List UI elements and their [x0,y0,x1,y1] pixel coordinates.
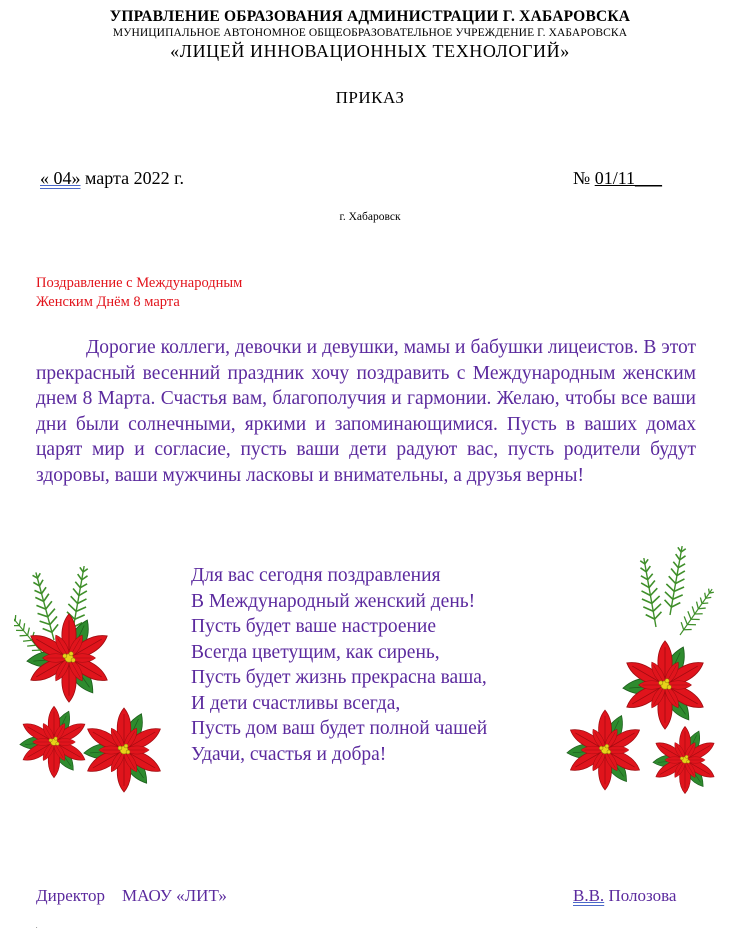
greeting-body: Дорогие коллеги, девочки и девушки, мамы и бабушки лицеистов. В этот прекрасный весенний праздник хочу поздравить с Международным женским днем 8 Марта. Счастья вам, благополучия и гармонии. Желаю, чтобы все ваши дни были солнечными, яркими и запоминающимися. Пусть в ваших домах царят мир и согласие, пусть ваши дети радуют вас, пусть родители будут здоровы, ваши мужчины ласковы и внимательны, а друзья верны! [36,337,696,486]
footer-mark: . [36,924,38,930]
poem-line: Всегда цветущим, как сирень, [191,641,440,663]
header-line-institution: МУНИЦИПАЛЬНОЕ АВТОНОМНОЕ ОБЩЕОБРАЗОВАТЕЛЬНОЕ УЧРЕЖДЕНИЕ Г. ХАБАРОВСКА [112,27,628,39]
order-subject-line1: Поздравление с Международным [36,275,243,291]
order-subject [36,274,242,312]
poem-line: Пусть будет жизнь прекрасна ваша, [191,667,487,688]
order-date-rest: марта 2022 г. [80,168,184,188]
poinsettia-left-decoration [14,530,174,800]
header-line-administration: УПРАВЛЕНИЕ ОБРАЗОВАНИЯ АДМИНИСТРАЦИИ Г. ХАБАРОВСКА [109,8,631,25]
order-date-day: « 04» [40,168,81,188]
poem-line: Для вас сегодня поздравления [191,565,441,586]
signature-initials: В.В. [573,886,605,905]
greeting-poem [191,563,487,767]
order-date [40,168,184,189]
order-subject-line2: Женским Днём 8 марта [36,294,180,310]
document-title: ПРИКАЗ [335,88,405,107]
header-line-lyceum: «ЛИЦЕЙ ИННОВАЦИОННЫХ ТЕХНОЛОГИЙ» [170,41,570,61]
poem-line: Пусть дом ваш будет полной чашей [191,718,488,739]
poinsettia-right-decoration [560,535,720,805]
poem-line: Пусть будет ваше настроение [191,616,437,637]
signature-name [573,886,676,906]
order-number-value: 01/11___ [594,168,663,188]
poem-line: И дети счастливы всегда, [191,692,401,714]
order-number [573,168,662,189]
signature-surname: Полозова [604,886,677,905]
signature-position: Директор МАОУ «ЛИТ» [36,886,227,905]
city-label: г. Хабаровск [339,211,401,223]
poem-line: Удачи, счастья и добра! [191,743,387,765]
poem-line: В Международный женский день! [191,590,476,612]
order-number-prefix: № [573,168,595,188]
